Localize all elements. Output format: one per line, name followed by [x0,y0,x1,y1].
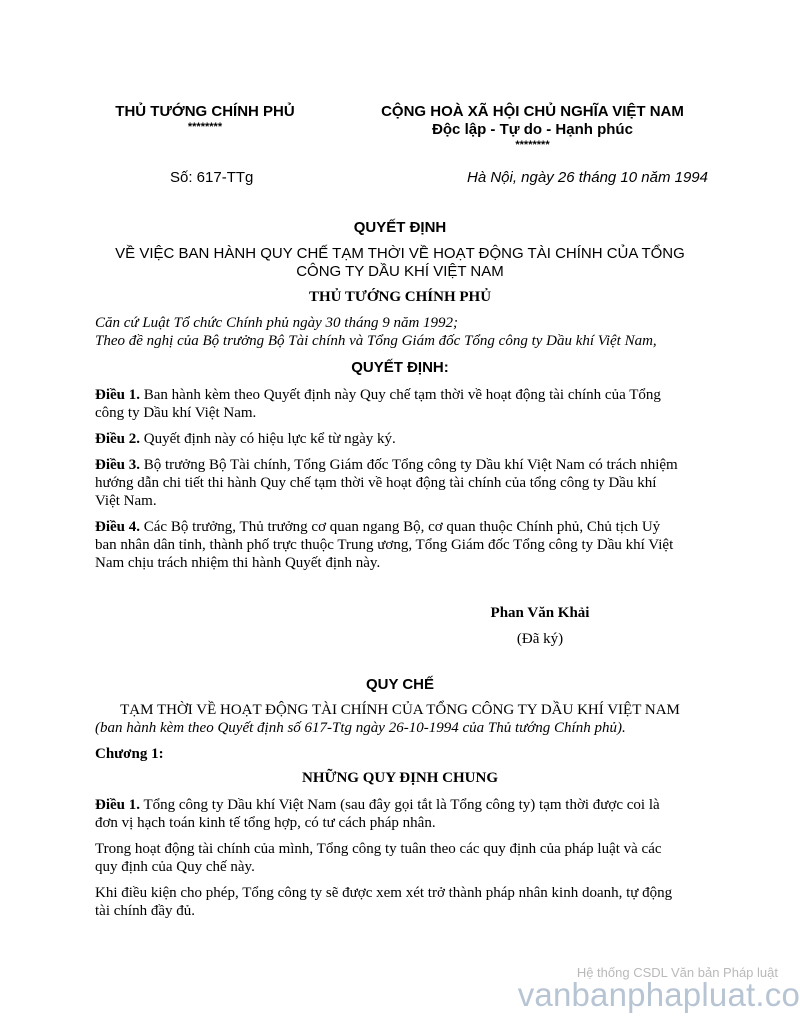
authority-block [80,103,330,133]
watermark-site: vanbanphapluat.co [517,976,800,1013]
document-number: Số: 617-TTg [170,169,254,186]
article-label: Điều 2. [95,431,140,447]
basis-line2: Theo đề nghị của Bộ trưởng Bộ Tài chính và Tổng Giám đốc Tổng công ty Dầu khí Việt Nam, [95,333,657,349]
regulation-article-1 [95,796,715,832]
article-text: Việt Nam. [95,493,157,509]
decision-issuer: THỦ TƯỚNG CHÍNH PHỦ [308,289,492,305]
decision-type: QUYẾT ĐỊNH [353,219,447,236]
basis-line1: Căn cứ Luật Tổ chức Chính phủ ngày 30 tháng 9 năm 1992; [95,315,459,331]
decision-subject-line1: VỀ VIỆC BAN HÀNH QUY CHẾ TẠM THỜI VỀ HOẠT ĐỘNG TÀI CHÍNH CỦA TỔNG [115,245,685,262]
article-label: Điều 4. [95,519,140,535]
authority-stars: ******** [187,121,223,133]
article-text: Quyết định này có hiệu lực kể từ ngày ký. [140,431,396,447]
decision-article-2 [95,430,715,448]
article-label: Điều 3. [95,457,140,473]
regulation-paragraph-3 [95,884,715,920]
paragraph-text: tài chính đầy đủ. [95,903,195,919]
signed-mark: (Đã ký) [516,631,564,647]
article-text: công ty Dầu khí Việt Nam. [95,405,257,421]
article-text: Ban hành kèm theo Quyết định này Quy chế tạm thời về hoạt động tài chính của Tổng [140,387,661,403]
decision-article-1 [95,386,715,422]
authority-title: THỦ TƯỚNG CHÍNH PHỦ [115,103,295,120]
motto-stars: ******** [515,139,550,151]
paragraph-text: quy định của Quy chế này. [95,859,255,875]
article-text: Bộ trưởng Bộ Tài chính, Tổng Giám đốc Tổng công ty Dầu khí Việt Nam có trách nhiệm [140,457,678,473]
article-text: hướng dẫn chi tiết thi hành Quy chế tạm thời về hoạt động tài chính của tổng công ty Dầu khí [95,475,657,491]
article-text: ban nhân dân tỉnh, thành phố trực thuộc Trung ương, Tổng Giám đốc Tổng công ty Dầu khí Việt [95,537,674,553]
paragraph-text: Trong hoạt động tài chính của mình, Tổng công ty tuân theo các quy định của pháp luật và các [95,841,662,857]
paragraph-text: Khi điều kiện cho phép, Tổng công ty sẽ được xem xét trở thành pháp nhân kinh doanh, tự động [95,885,673,901]
article-text: Tổng công ty Dầu khí Việt Nam (sau đây gọi tắt là Tổng công ty) tạm thời được coi là [140,797,660,813]
nation-block [360,103,705,151]
chapter-label: Chương 1: [95,746,164,762]
nation-title: CỘNG HOÀ XÃ HỘI CHỦ NGHĨA VIỆT NAM [381,103,684,120]
regulation-title: TẠM THỜI VỀ HOẠT ĐỘNG TÀI CHÍNH CỦA TỔNG CÔNG TY DẦU KHÍ VIỆT NAM [120,702,680,718]
regulation-note: (ban hành kèm theo Quyết định số 617-Ttg ngày 26-10-1994 của Thủ tướng Chính phủ). [95,720,626,736]
decision-article-3 [95,456,715,510]
nation-motto: Độc lập - Tự do - Hạnh phúc [432,121,633,138]
article-label: Điều 1. [95,797,140,813]
regulation-paragraph-2 [95,840,715,876]
decision-article-4 [95,518,715,572]
watermark-caption: Hệ thống CSDL Văn bản Pháp luật [576,965,778,980]
signer-name: Phan Văn Khải [490,605,590,621]
decision-subject-line2: CÔNG TY DẦU KHÍ VIỆT NAM [296,263,504,280]
article-text: đơn vị hạch toán kinh tế tổng hợp, có tư cách pháp nhân. [95,815,436,831]
place-date: Hà Nội, ngày 26 tháng 10 năm 1994 [466,169,708,186]
decides-heading: QUYẾT ĐỊNH: [351,359,449,376]
regulation-type: QUY CHẾ [365,676,435,693]
article-text: Nam chịu trách nhiệm thi hành Quyết định này. [95,555,381,571]
chapter-title: NHỮNG QUY ĐỊNH CHUNG [302,770,498,786]
article-text: Các Bộ trưởng, Thủ trưởng cơ quan ngang Bộ, cơ quan thuộc Chính phủ, Chủ tịch Uỷ [140,519,661,535]
article-label: Điều 1. [95,387,140,403]
